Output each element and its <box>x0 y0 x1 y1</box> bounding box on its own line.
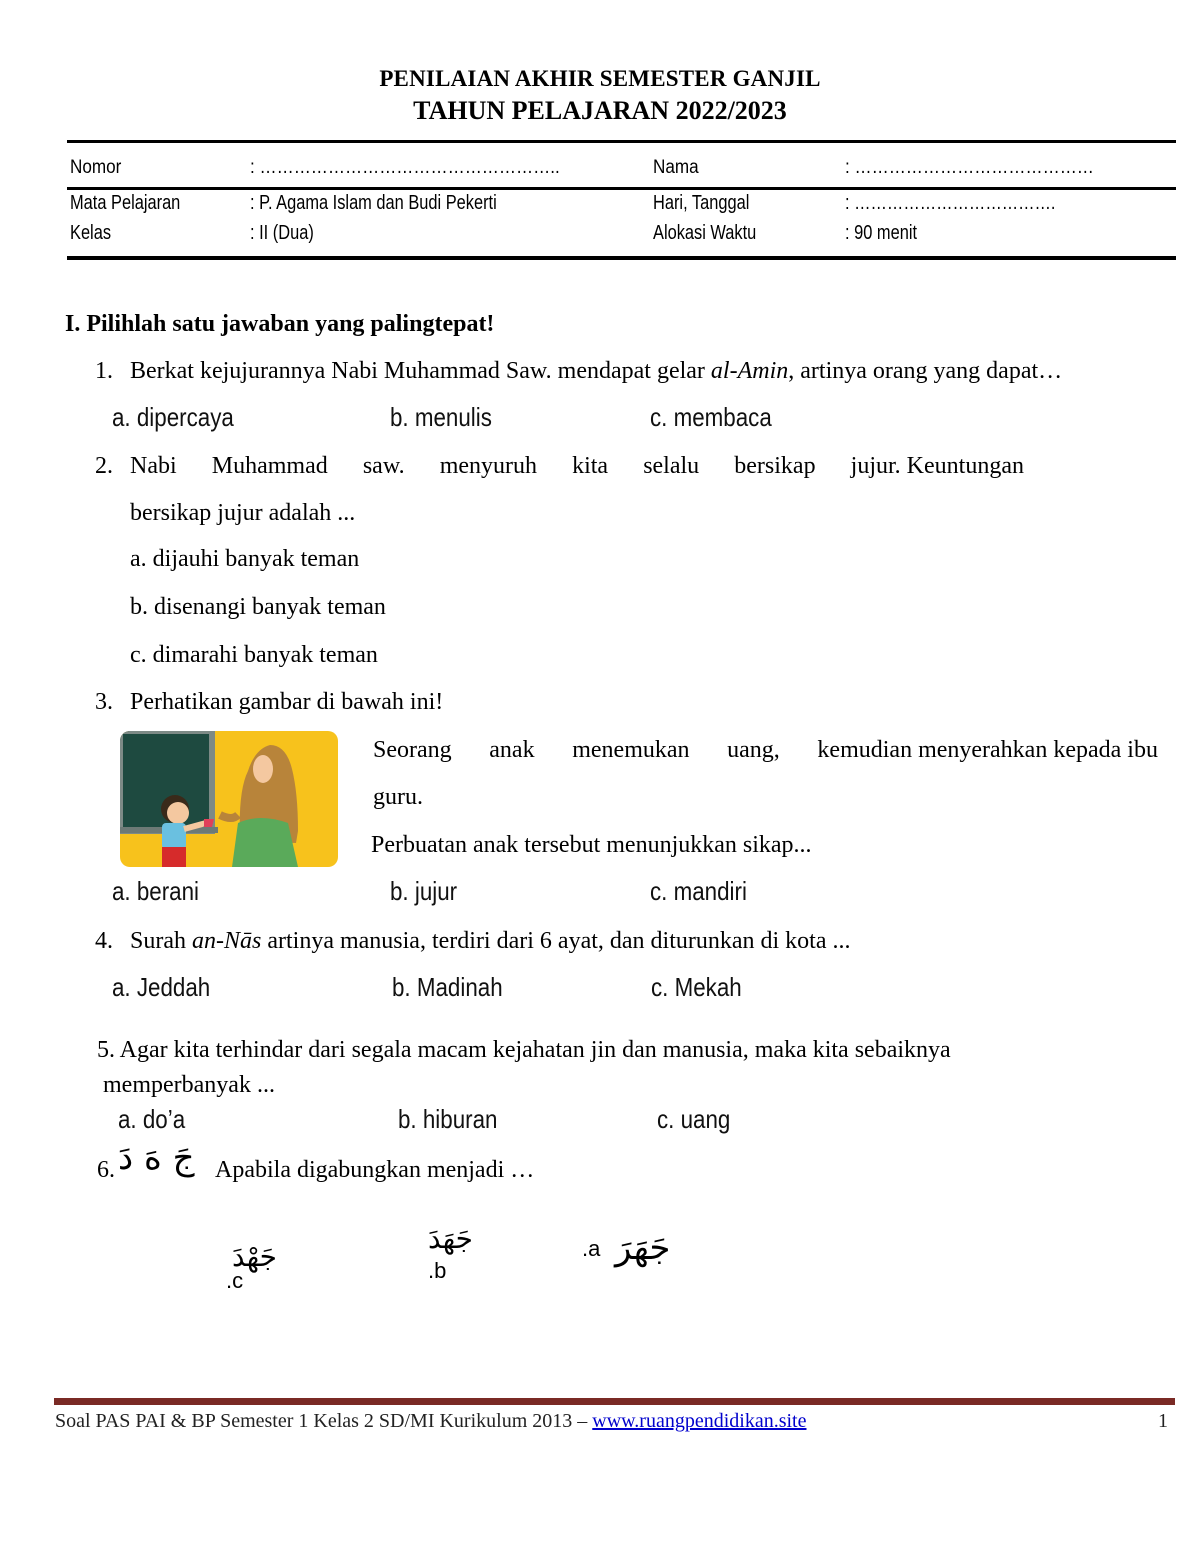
header-middle-rule <box>67 187 1176 190</box>
question-1-number: 1. <box>95 358 113 384</box>
nomor-field[interactable]: : …………………………………………….. <box>250 157 560 178</box>
question-5-line2: memperbanyak ... <box>103 1072 275 1098</box>
hari-field[interactable]: : ………………………………. <box>845 192 1056 214</box>
question-1-term: al-Amin <box>710 358 789 384</box>
question-6-text: Apabila digabungkan menjadi … <box>215 1157 535 1183</box>
hari-label: Hari, Tanggal <box>653 192 750 214</box>
question-2-word: kita <box>572 453 609 479</box>
mapel-value: : P. Agama Islam dan Budi Pekerti <box>250 192 497 214</box>
question-3-desc-word: menemukan <box>572 737 690 763</box>
footer-caption: Soal PAS PAI & BP Semester 1 Kelas 2 SD/MI Kurikulum 2013 – <box>55 1410 593 1432</box>
question-3-desc-line1 <box>373 737 1158 764</box>
nama-label: Nama <box>653 157 699 178</box>
question-1-option-a[interactable]: a. dipercaya <box>112 402 234 432</box>
footer-link[interactable]: www.ruangpendidikan.site <box>592 1410 807 1432</box>
alokasi-label: Alokasi Waktu <box>653 222 757 244</box>
question-6-option-c-arabic[interactable]: جَهْدَ <box>232 1240 277 1273</box>
page-number: 1 <box>1158 1410 1168 1432</box>
question-2-word: Muhammad <box>211 453 328 479</box>
question-6-option-b-arabic[interactable]: جَهَدَ <box>428 1222 473 1255</box>
question-5-option-b[interactable]: b. hiburan <box>398 1104 498 1134</box>
question-1-text-before: Berkat kejujurannya Nabi Muhammad Saw. mendapat gelar <box>130 358 711 384</box>
question-3-number: 3. <box>95 689 113 715</box>
question-5-line1: 5. Agar kita terhindar dari segala macam kejahatan jin dan manusia, maka kita sebaiknya <box>97 1037 951 1063</box>
mapel-label: Mata Pelajaran <box>70 192 181 214</box>
page-subtitle: TAHUN PELAJARAN 2022/2023 <box>413 96 787 125</box>
question-2-option-a[interactable]: a. dijauhi banyak teman <box>130 546 360 572</box>
page-title: PENILAIAN AKHIR SEMESTER GANJIL <box>379 66 821 91</box>
question-6-number: 6. <box>97 1157 115 1183</box>
question-3-option-c[interactable]: c. mandiri <box>650 876 747 906</box>
question-2-line2: bersikap jujur adalah ... <box>130 500 356 526</box>
footer-rule <box>54 1398 1175 1405</box>
question-2-line1 <box>130 453 1024 480</box>
question-3-desc-line2: guru. <box>373 784 423 810</box>
question-6-option-c-label: .c <box>226 1268 244 1293</box>
question-2-option-c[interactable]: c. dimarahi banyak teman <box>130 642 378 668</box>
question-4-number: 4. <box>95 928 113 954</box>
question-3-desc-word: anak <box>489 737 535 763</box>
question-2-word: menyuruh <box>439 453 537 479</box>
question-4-text-before: Surah <box>130 928 192 954</box>
question-3-desc-word: Seorang <box>373 737 452 763</box>
question-6-option-b-label: .b <box>428 1258 447 1283</box>
question-6-arabic-letters: جَ هَ دَ <box>118 1138 195 1178</box>
kelas-label: Kelas <box>70 222 112 244</box>
question-1-text <box>130 358 1062 385</box>
question-2-word: bersikap <box>734 453 816 479</box>
header-top-rule <box>67 140 1176 143</box>
alokasi-value: : 90 menit <box>845 222 918 244</box>
kelas-value: : II (Dua) <box>250 222 314 244</box>
section-title: I. Pilihlah satu jawaban yang palingtepat! <box>65 311 495 337</box>
question-3-text: Perhatikan gambar di bawah ini! <box>130 689 444 715</box>
question-4-term: an-Nās <box>192 928 262 954</box>
question-5-option-c[interactable]: c. uang <box>657 1104 731 1134</box>
question-2-word: saw. <box>362 453 405 479</box>
question-3-desc-word: kemudian menyerahkan kepada ibu <box>817 737 1158 763</box>
nama-field[interactable]: : …………………………………… <box>845 157 1094 178</box>
footer-text <box>55 1410 806 1433</box>
illustration-honest-child <box>120 731 338 867</box>
question-3-option-b[interactable]: b. jujur <box>390 876 458 906</box>
question-2-number: 2. <box>95 453 113 479</box>
nomor-label: Nomor <box>70 157 122 178</box>
question-4-option-b[interactable]: b. Madinah <box>392 972 503 1002</box>
question-4-option-c[interactable]: c. Mekah <box>651 972 742 1002</box>
question-1-option-c[interactable]: c. membaca <box>650 402 772 432</box>
question-6-option-a-label: .a <box>582 1236 601 1261</box>
question-6-option-a-arabic[interactable]: جَهَرَ <box>615 1228 671 1268</box>
question-4-text <box>130 928 851 955</box>
question-2-word: Nabi <box>130 453 177 479</box>
question-3-illustration <box>120 731 338 867</box>
question-3-desc-line3: Perbuatan anak tersebut menunjukkan sikap... <box>371 832 812 858</box>
question-5-option-a[interactable]: a. do’a <box>118 1104 186 1134</box>
header-bottom-rule <box>67 256 1176 260</box>
question-1-text-after: , artinya orang yang dapat… <box>788 358 1063 384</box>
question-2-word: selalu <box>643 453 700 479</box>
question-1-option-b[interactable]: b. menulis <box>390 402 492 432</box>
question-2-word: jujur. Keuntungan <box>850 453 1024 479</box>
question-3-option-a[interactable]: a. berani <box>112 876 200 906</box>
question-3-desc-word: uang, <box>727 737 780 763</box>
question-4-option-a[interactable]: a. Jeddah <box>112 972 211 1002</box>
question-2-option-b[interactable]: b. disenangi banyak teman <box>130 594 386 620</box>
question-4-text-after: artinya manusia, terdiri dari 6 ayat, dan diturunkan di kota ... <box>261 928 851 954</box>
